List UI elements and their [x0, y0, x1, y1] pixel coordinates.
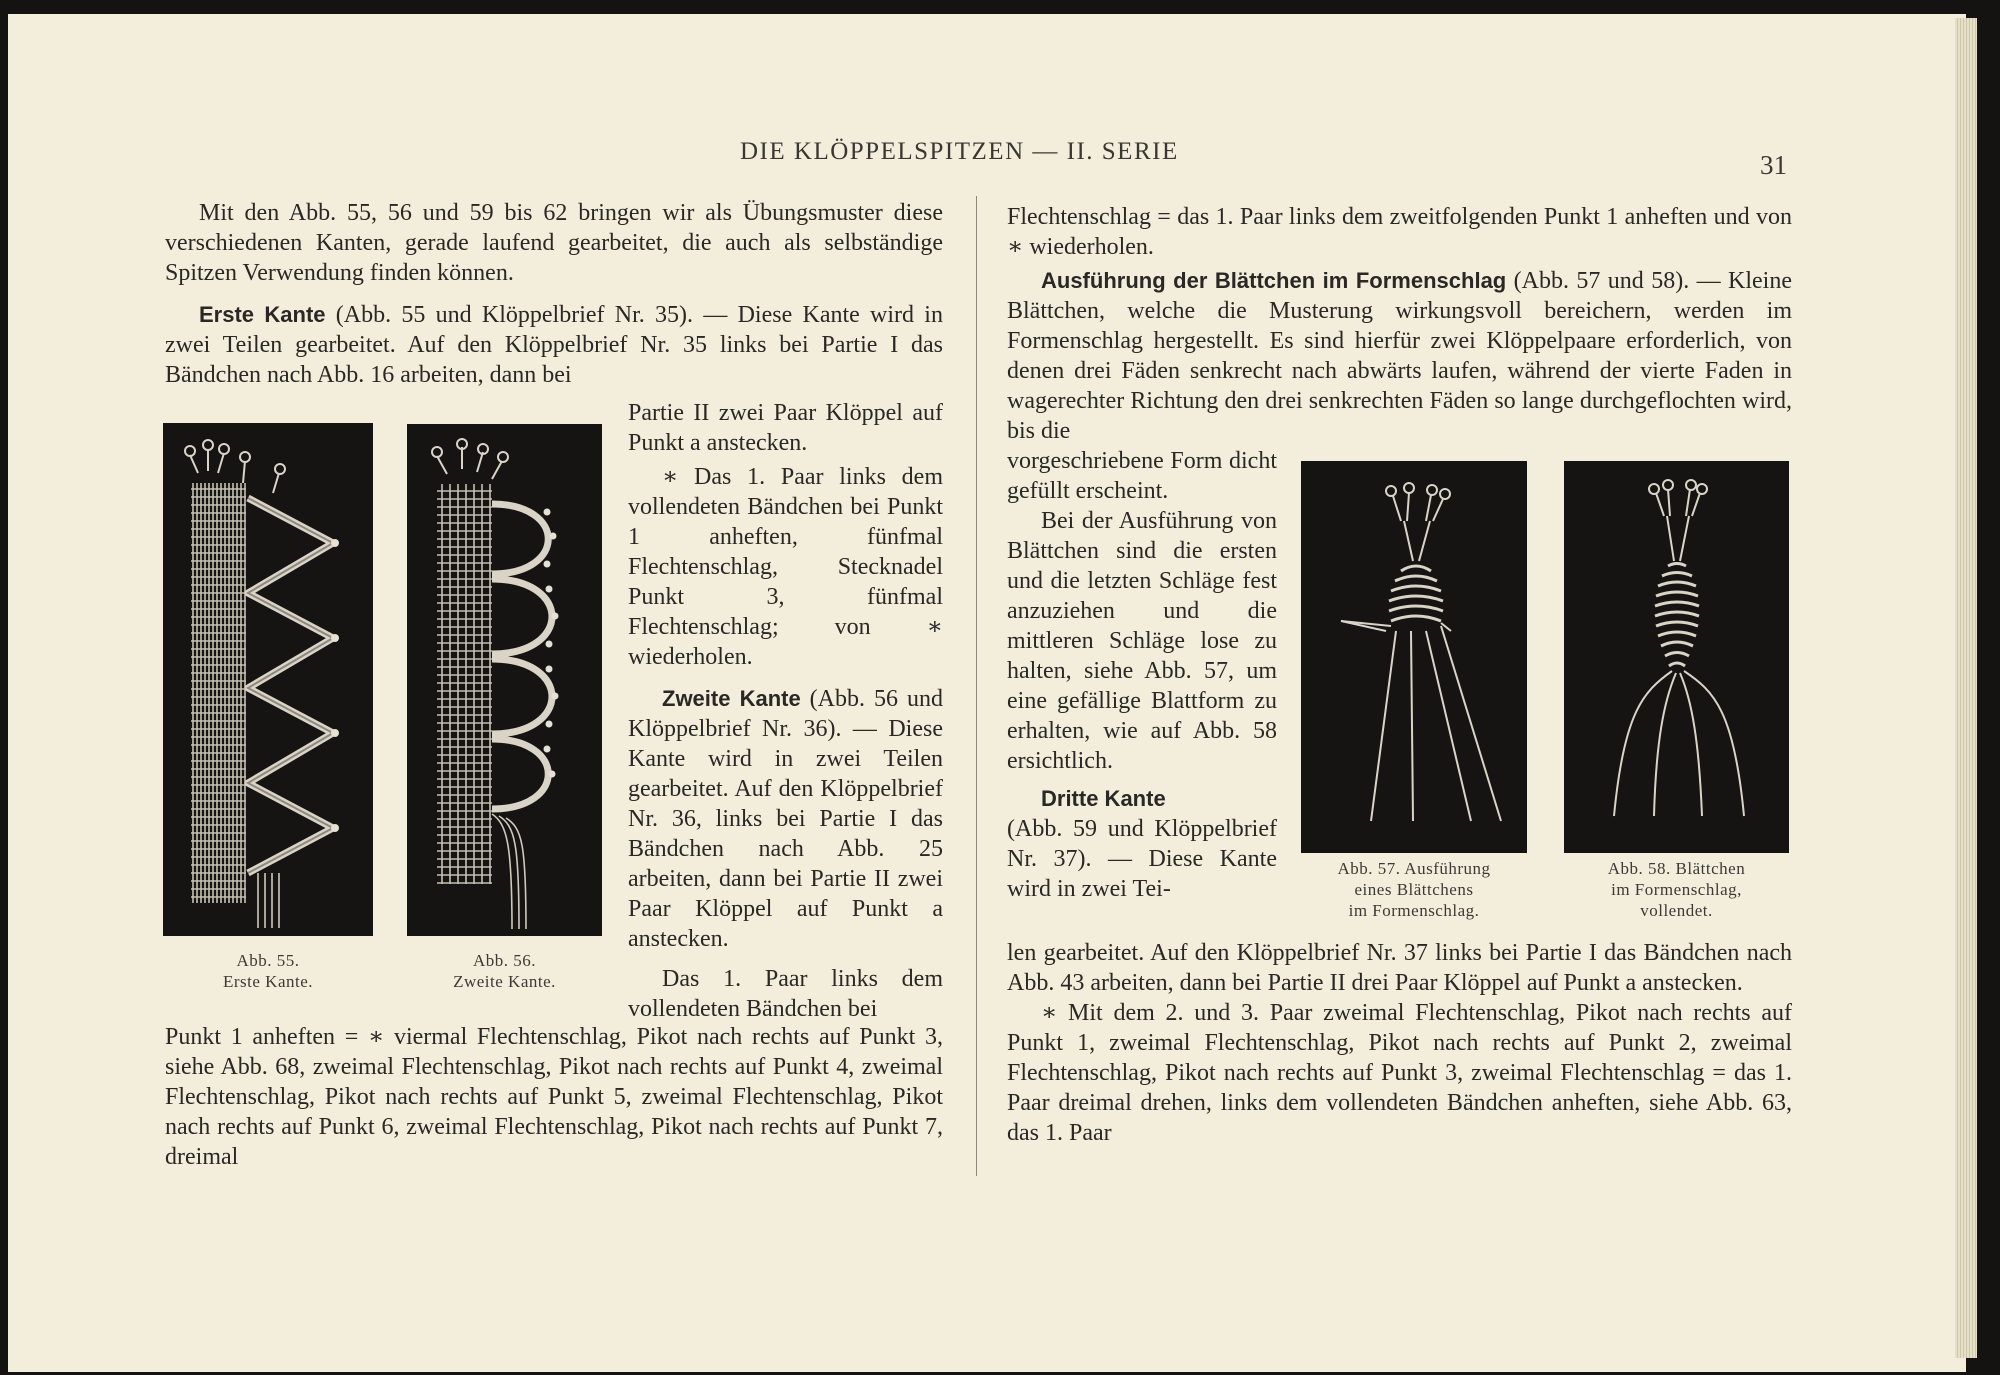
blaettchen-continuation: vorgeschriebene Form dicht gefüllt erscheint.	[1007, 448, 1277, 504]
erste-kante-heading: Erste Kante	[199, 302, 326, 327]
leaf-in-progress-illustration	[1301, 461, 1527, 853]
blaettchen-heading: Ausführung der Blättchen im Formenschlag	[1041, 268, 1507, 293]
blaettchen-text: (Abb. 57 und 58). — Kleine Blättchen, welche die Musterung wirkungsvoll bereichern, werden im Formenschlag hergestellt. Es sind hierfür zwei Klöppelpaare erforderlich, von denen drei Fäden senkrecht nach abwärts laufen, während der vierte Faden in wagerechter Richtung den drei senkrechten Fäden so lange durchgeflochten wird, bis die	[1007, 268, 1792, 444]
figure-abb57-caption	[1290, 858, 1538, 921]
page-number: 31	[1760, 150, 1787, 180]
figure-abb58-caption	[1556, 858, 1797, 921]
right-column-top	[1007, 202, 1792, 446]
erste-kante-steps: ∗ Das 1. Paar links dem vollendeten Bändchen bei Punkt 1 anheften, fünfmal Flechtenschlag, Stecknadel Punkt 3, fünfmal Flechtenschlag; von ∗ wiederholen.	[628, 464, 943, 670]
figure-abb55-image	[163, 423, 373, 936]
figure-abb55-caption	[163, 950, 373, 992]
left-column-top	[165, 198, 943, 390]
erste-kante-text: (Abb. 55 und Klöppelbrief Nr. 35). — Diese Kante wird in zwei Teilen gearbeitet. Auf den Klöppelbrief Nr. 35 links bei Partie I das Bändchen nach Abb. 16 arbeiten, dann bei	[165, 302, 943, 388]
abb57-line2: eines Blättchens	[1354, 880, 1474, 899]
abb57-line1: Abb. 57. Ausführung	[1337, 859, 1491, 878]
dritte-kante-heading-line	[1007, 784, 1277, 814]
dritte-kante-heading: Dritte Kante	[1041, 786, 1166, 811]
zweite-kante-steps-start: Das 1. Paar links dem vollendeten Bändchen bei	[628, 966, 943, 1022]
abb58-line1: Abb. 58. Blättchen	[1607, 859, 1746, 878]
right-column-middle	[1007, 446, 1277, 904]
zweite-kante-text: (Abb. 56 und Klöppelbrief Nr. 36). — Diese Kante wird in zwei Teilen gearbeitet. Auf den Klöppelbrief Nr. 36, links bei Partie I das Bändchen nach Abb. 25 arbeiten, dann bei Partie II zwei Paar Klöppel auf Punkt a anstecken.	[628, 686, 943, 952]
zweite-kante-paragraph	[628, 684, 943, 954]
dritte-kante-continuation: len gearbeitet. Auf den Klöppelbrief Nr. 37 links bei Partie I das Bändchen nach Abb. 43 arbeiten, dann bei Partie II drei Paar Klöppel auf Punkt a anstecken.	[1007, 940, 1792, 996]
column-divider	[976, 196, 977, 1176]
dritte-kante-steps: ∗ Mit dem 2. und 3. Paar zweimal Flechtenschlag, Pikot nach rechts auf Punkt 1, zweimal Flechtenschlag, Pikot nach rechts auf Punkt 2, zweimal Flechtenschlag, Pikot nach rechts auf Punkt 3, zweimal Flechtenschlag = das 1. Paar dreimal drehen, links dem vollendeten Bändchen anheften, siehe Abb. 63, das 1. Paar	[1007, 1000, 1792, 1146]
abb56-title: Zweite Kante.	[453, 972, 556, 991]
figure-abb56-image	[407, 424, 602, 936]
abb58-line3: vollendet.	[1640, 901, 1713, 920]
abb55-title: Erste Kante.	[222, 972, 314, 991]
zweite-kante-steps-rest: Punkt 1 anheften = ∗ viermal Flechtenschlag, Pikot nach rechts auf Punkt 3, siehe Abb. 68, zweimal Flechtenschlag, Pikot nach rechts auf Punkt 4, zweimal Flechtenschlag, Pikot nach rechts auf Punkt 5, zweimal Flechtenschlag, Pikot nach rechts auf Punkt 6, zweimal Flechtenschlag, Pikot nach rechts auf Punkt 7, dreimal	[165, 1024, 943, 1170]
abb58-line2: im Formenschlag,	[1611, 880, 1742, 899]
abb57-line3: im Formenschlag.	[1348, 901, 1480, 920]
continuation-paragraph: Flechtenschlag = das 1. Paar links dem zweitfolgenden Punkt 1 anheften und von ∗ wiederholen.	[1007, 204, 1792, 260]
right-column-bottom	[1007, 938, 1792, 1148]
page-edges	[1955, 18, 1977, 1358]
blaettchen-paragraph	[1007, 266, 1792, 446]
running-head: DIE KLÖPPELSPITZEN — II. SERIE	[740, 138, 1179, 165]
erste-kante-continuation: Partie II zwei Paar Klöppel auf Punkt a anstecken.	[628, 400, 943, 456]
figure-abb56-caption	[407, 950, 602, 992]
left-column-bottom	[165, 1022, 943, 1172]
abb56-label: Abb. 56.	[472, 951, 537, 970]
abb55-label: Abb. 55.	[236, 951, 300, 970]
finished-leaf-illustration	[1564, 461, 1789, 853]
erste-kante-paragraph	[165, 300, 943, 390]
left-column-middle	[628, 398, 943, 1024]
lace-scallop-illustration	[407, 424, 602, 936]
figure-abb57-image	[1301, 461, 1527, 853]
blaettchen-second-paragraph: Bei der Ausführung von Blättchen sind die ersten und die letzten Schläge fest anzuziehen und die mittleren Schläge lose zu halten, siehe Abb. 57, um eine gefällige Blattform zu erhalten, wie auf Abb. 58 ersichtlich.	[1007, 508, 1277, 774]
intro-paragraph: Mit den Abb. 55, 56 und 59 bis 62 bringen wir als Übungsmuster diese verschiedenen Kanten, gerade laufend gearbeitet, die auch als selbständige Spitzen Verwendung finden können.	[165, 200, 943, 286]
lace-zigzag-illustration	[163, 423, 373, 936]
figure-abb58-image	[1564, 461, 1789, 853]
zweite-kante-heading: Zweite Kante	[662, 686, 801, 711]
dritte-kante-text: (Abb. 59 und Klöppelbrief Nr. 37). — Diese Kante wird in zwei Tei-	[1007, 816, 1277, 902]
